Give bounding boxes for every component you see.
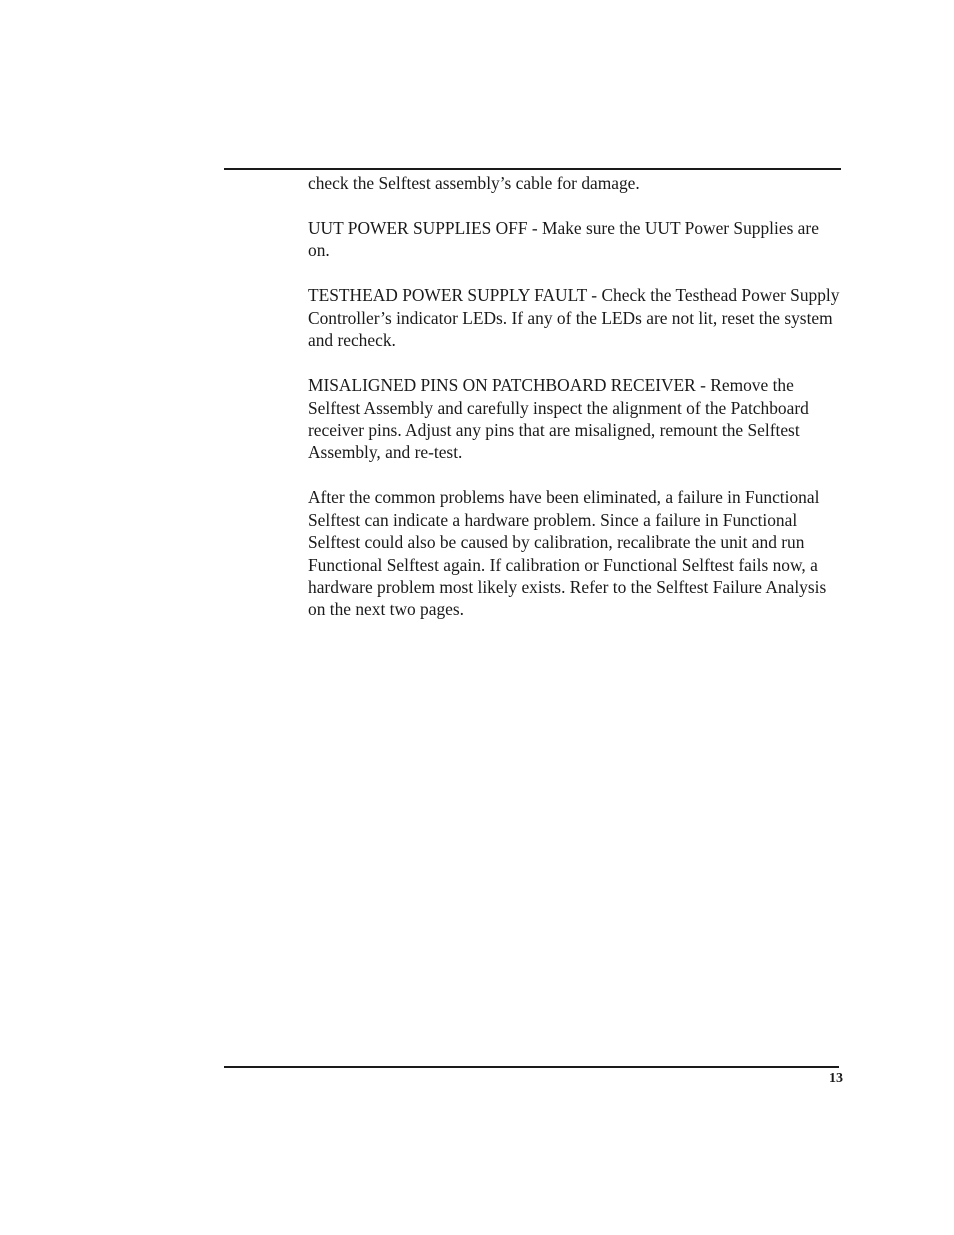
paragraph-testhead-power-supply: TESTHEAD POWER SUPPLY FAULT - Check the Testhead Power Supply Controller’s indicator LEDs. If any of the LEDs are not lit, reset the system and recheck. [308,285,840,351]
paragraph-misaligned-pins: MISALIGNED PINS ON PATCHBOARD RECEIVER - Remove the Selftest Assembly and carefully inspect the alignment of the Patchboard receiver pins. Adjust any pins that are misaligned, remount the Selftest Assembly, and re-test. [308,375,809,463]
footer-rule [224,1066,839,1068]
body-text [308,172,843,643]
paragraph-common-problems: After the common problems have been eliminated, a failure in Functional Selftest can indicate a hardware problem. Since a failure in Functional Selftest could also be caused by calibration, recalibrate the unit and run Functional Selftest again. If calibration or Functional Selftest fails now, a hardware problem most likely exists. Refer to the Selftest Failure Analysis on the next two pages. [308,487,827,620]
page-number: 13 [829,1071,843,1086]
paragraph-cable-check: check the Selftest assembly’s cable for damage. [308,173,640,193]
header-rule [224,168,841,170]
paragraph-uut-power-supplies: UUT POWER SUPPLIES OFF - Make sure the UUT Power Supplies are on. [308,218,819,261]
